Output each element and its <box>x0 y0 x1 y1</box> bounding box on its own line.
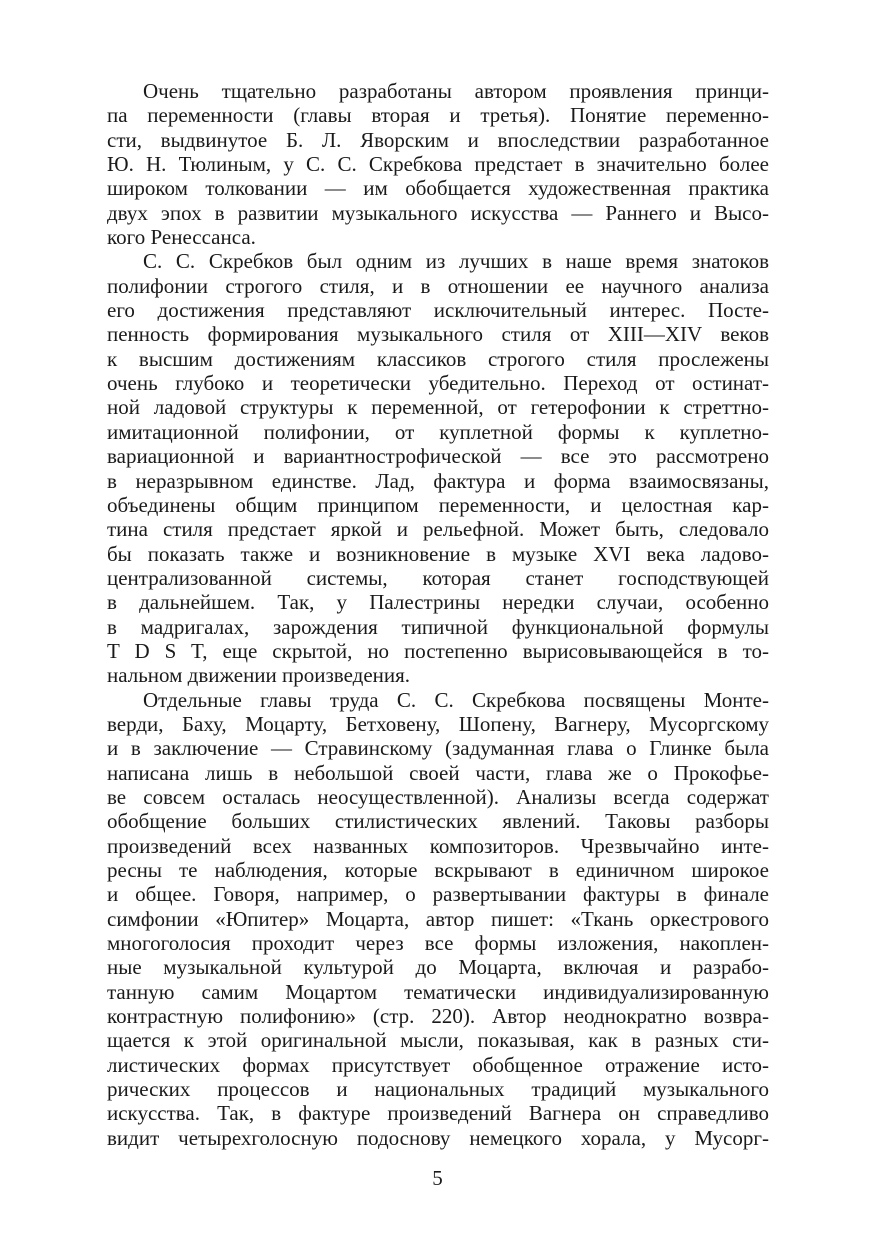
text-line: рических процессов и национальных традиций музыкального <box>107 1077 769 1102</box>
text-line: объединены общим принципом переменности, и целостная кар- <box>107 492 769 517</box>
text-line: в дальнейшем. Так, у Палестрины нередки случаи, особенно <box>107 590 769 615</box>
text-line: видит четырехголосную подоснову немецкого хорала, у Мусорг- <box>107 1125 769 1150</box>
text-line: двух эпох в развитии музыкального искусства — Раннего и Высо- <box>107 200 769 225</box>
paragraph-2 <box>107 249 769 687</box>
text-line: и в заключение — Стравинскому (задуманная глава о Глинке была <box>107 736 769 761</box>
text-line: ресны те наблюдения, которые вскрывают в единичном широкое <box>107 858 769 882</box>
text-line: верди, Баху, Моцарту, Бетховену, Шопену, Вагнеру, Мусоргскому <box>107 711 769 736</box>
text-line: бы показать также и возникновение в музыке XVI века ладово- <box>107 541 769 566</box>
page-number: 5 <box>432 1166 443 1190</box>
text-line: щается к этой оригинальной мысли, показывая, как в разных сти- <box>107 1028 769 1053</box>
text-line: его достижения представляют исключительный интерес. Посте- <box>107 298 769 323</box>
text-line: листических формах присутствует обобщенное отражение исто- <box>107 1052 769 1077</box>
text-line: очень глубоко и теоретически убедительно. Переход от остинат- <box>107 371 769 396</box>
text-line: С. С. Скребков был одним из лучших в наше время знатоков <box>143 249 769 274</box>
text-line: вариационной и вариантнострофической — все это рассмотрено <box>107 444 769 469</box>
text-line: нальном движении произведения. <box>107 663 411 688</box>
text-line: Ю. Н. Тюлиным, у С. С. Скребкова предстает в значительно более <box>107 152 769 177</box>
text-line: симфонии «Юпитер» Моцарта, автор пишет: «Ткань оркестрового <box>107 906 769 931</box>
paragraph-1 <box>107 79 769 249</box>
text-line: многоголосия проходит через все формы изложения, накоплен- <box>107 931 769 956</box>
text-line: в неразрывном единстве. Лад, фактура и форма взаимосвязаны, <box>107 468 769 493</box>
text-line: к высшим достижениям классиков строгого стиля прослежены <box>107 346 769 371</box>
text-line: обобщение больших стилистических явлений. Таковы разборы <box>107 809 769 834</box>
paragraph-3 <box>107 688 769 1151</box>
text-line: T D S T, еще скрытой, но постепенно вырисовывающейся в то- <box>107 638 769 663</box>
text-line: и общее. Говоря, например, о развертывании фактуры в финале <box>107 882 769 907</box>
text-line: централизованной системы, которая станет господствующей <box>107 565 769 590</box>
text-line: в мадригалах, зарождения типичной функциональной формулы <box>107 614 769 639</box>
text-line: пенность формирования музыкального стиля от XIII—XIV веков <box>107 322 769 347</box>
text-line: сти, выдвинутое Б. Л. Яворским и впоследствии разработанное <box>107 127 769 152</box>
text-line: па переменности (главы вторая и третья). Понятие переменно- <box>107 103 769 128</box>
text-line: искусства. Так, в фактуре произведений Вагнера он справедливо <box>107 1101 769 1126</box>
text-line: контрастную полифонию» (стр. 220). Автор неоднократно возвра- <box>107 1004 769 1029</box>
body-text <box>107 79 769 1150</box>
text-line: кого Ренессанса. <box>107 225 256 250</box>
text-line: тина стиля предстает яркой и рельефной. Может быть, следовало <box>107 517 769 542</box>
text-line: полифонии строгого стиля, и в отношении ее научного анализа <box>107 273 769 298</box>
text-line: танную самим Моцартом тематически индивидуализированную <box>107 979 769 1004</box>
text-line: широком толковании — им обобщается художественная практика <box>107 176 769 201</box>
text-line: произведений всех названных композиторов. Чрезвычайно инте- <box>107 833 769 858</box>
text-line: Отдельные главы труда С. С. Скребкова посвящены Монте- <box>143 687 769 712</box>
text-line: ной ладовой структуры к переменной, от гетерофонии к стреттно- <box>107 395 769 420</box>
text-line: написана лишь в небольшой своей части, глава же о Прокофье- <box>107 760 769 785</box>
text-line: ные музыкальной культурой до Моцарта, включая и разрабо- <box>107 955 769 980</box>
text-line: Очень тщательно разработаны автором проявления принци- <box>143 79 769 103</box>
text-line: имитационной полифонии, от куплетной формы к куплетно- <box>107 419 769 444</box>
text-line: ве совсем осталась неосуществленной). Анализы всегда содержат <box>107 784 769 809</box>
